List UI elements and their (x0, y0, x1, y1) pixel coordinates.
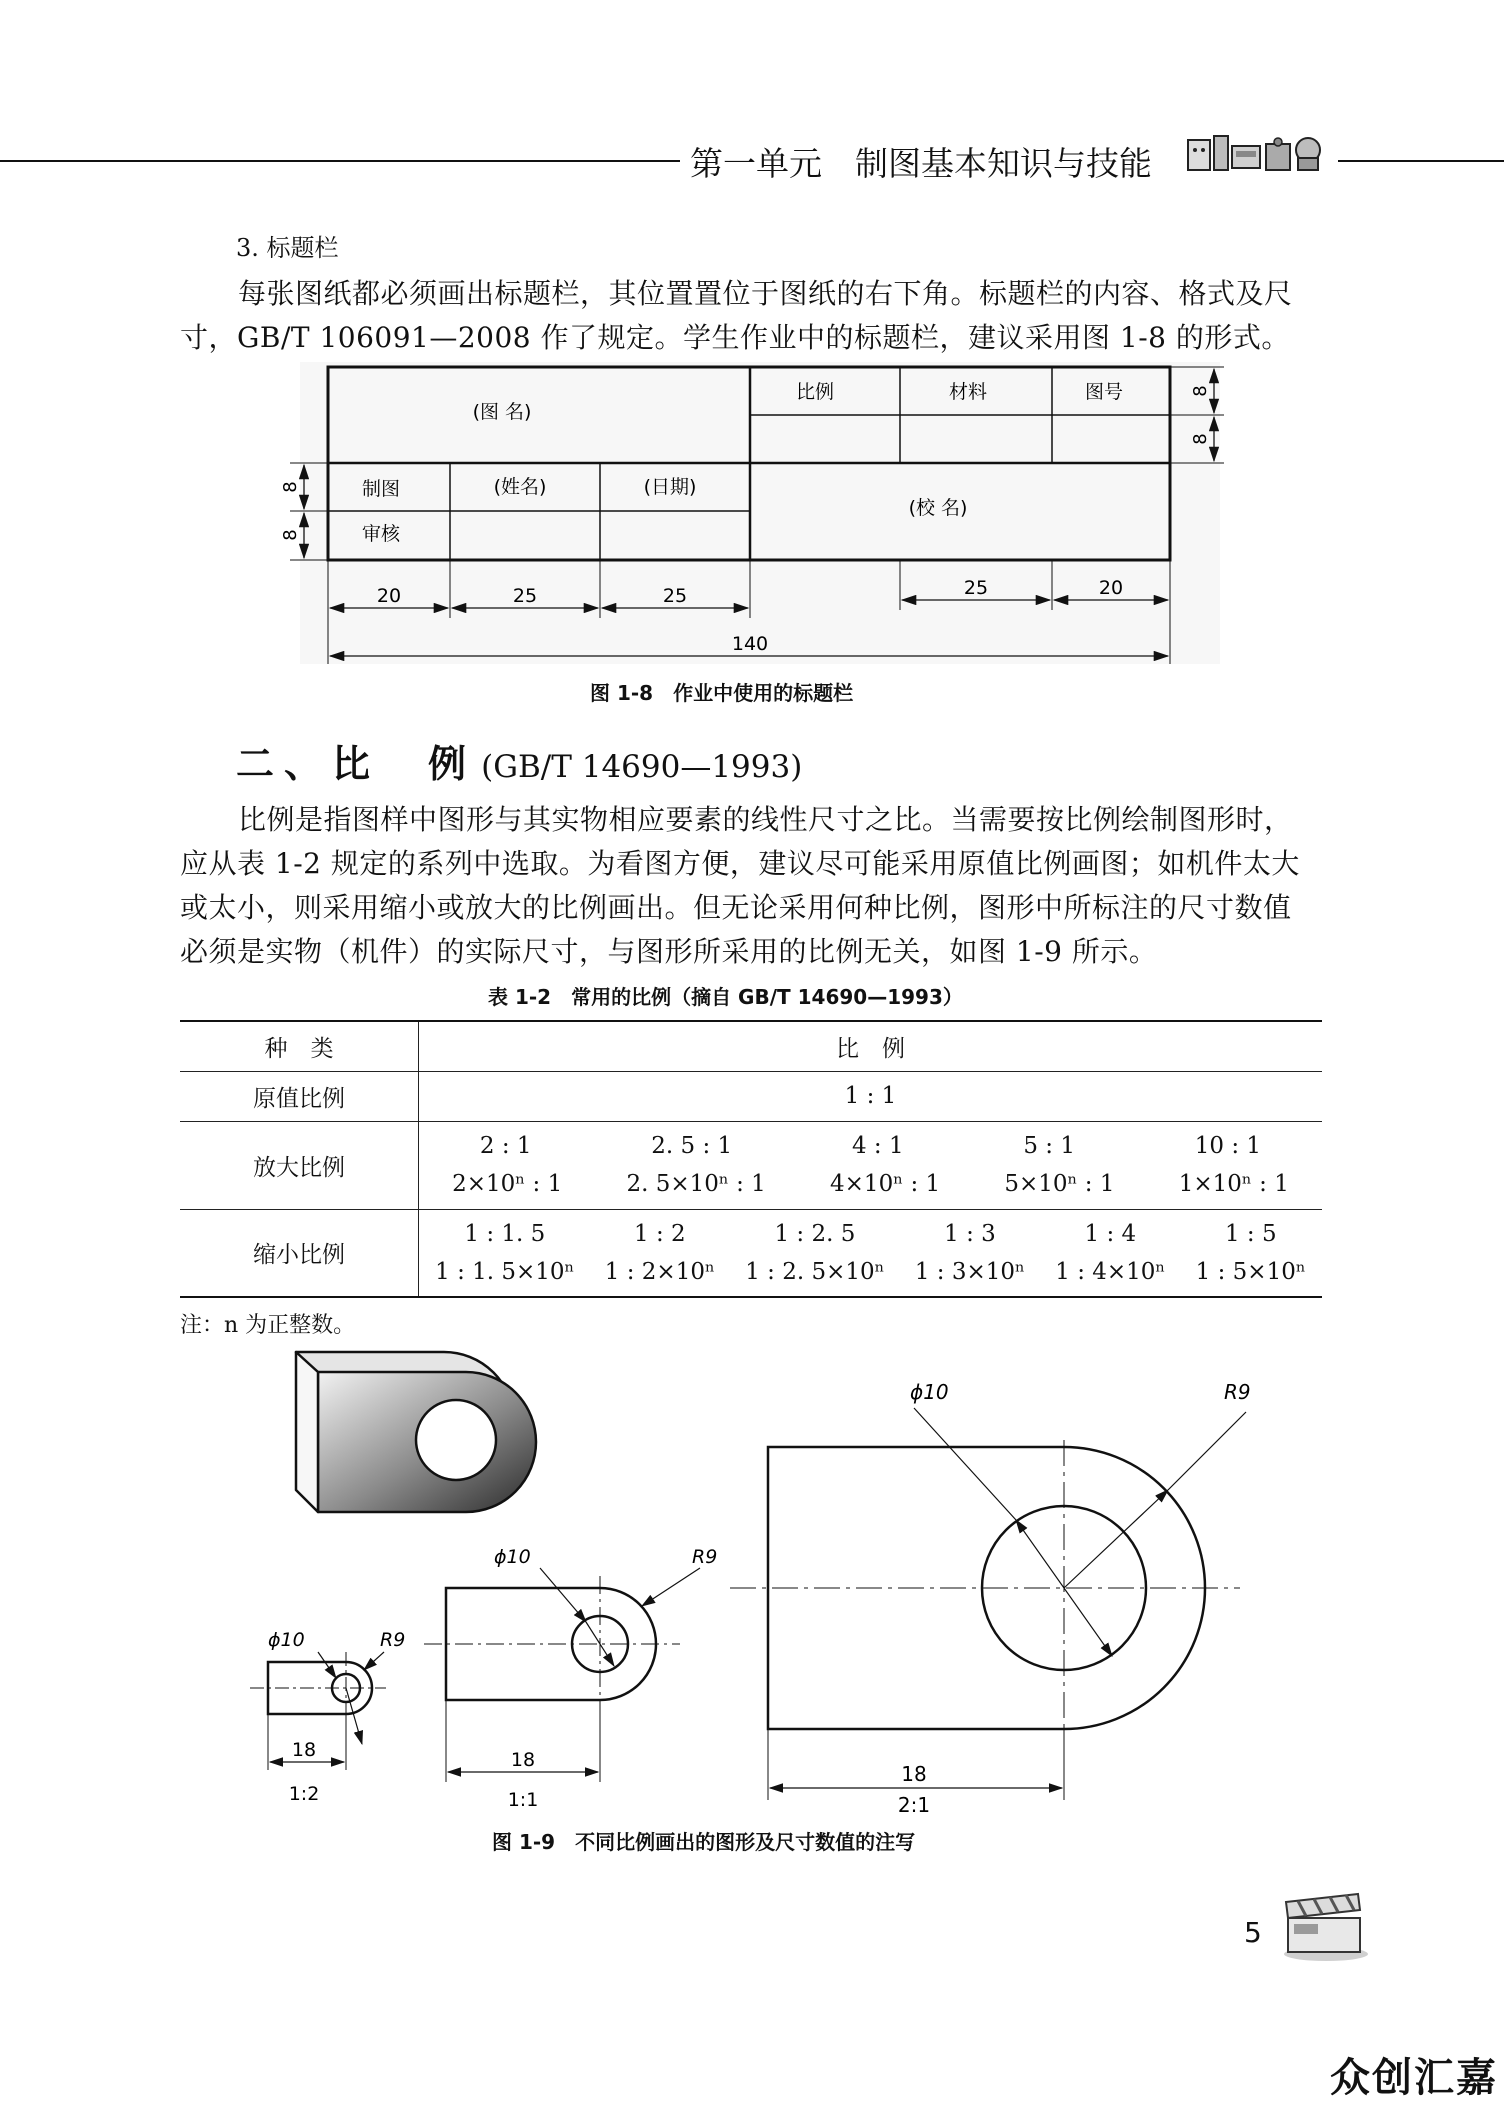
ratio-value: 4×10ⁿ : 1 (830, 1171, 941, 1197)
clapperboard-icon (1280, 1892, 1370, 1962)
reduce-values-row1 (420, 1221, 1321, 1247)
table-row (180, 1071, 1322, 1121)
view-double-scale (730, 1408, 1246, 1800)
ratio-value: 1 : 4 (1084, 1220, 1137, 1247)
label-length: 18 (901, 1762, 927, 1786)
ratio-value: 5×10ⁿ : 1 (1004, 1171, 1115, 1197)
dim-25: 25 (662, 585, 688, 607)
ratio-value: 2. 5×10ⁿ : 1 (626, 1171, 766, 1197)
paragraph-line: 比例是指图样中图形与其实物相应要素的线性尺寸之比。当需要按比例绘制图形时， (238, 803, 1293, 836)
cell-name: (姓名) (493, 476, 547, 498)
cell-scale: 比例 (795, 381, 835, 403)
ratio-value: 1 : 4×10ⁿ (1055, 1258, 1166, 1285)
table-row (180, 1209, 1322, 1297)
header-ratio: 比 例 (419, 1021, 1323, 1071)
ratio-value: 2. 5 : 1 (651, 1133, 733, 1159)
chapter-title: 第一单元 制图基本知识与技能 (690, 144, 1152, 183)
enlarge-values-row2 (420, 1171, 1321, 1197)
paragraph-line: 或太小，则采用缩小或放大的比例画出。但无论采用何种比例，图形中所标注的尺寸数值 (180, 891, 1292, 924)
label-phi: ϕ10 (494, 1546, 531, 1568)
cell-date: (日期) (643, 476, 697, 498)
cell-school: (校 名) (908, 497, 968, 519)
ratio-value: 1 : 5 (1224, 1220, 1277, 1247)
table-caption: 表 1-2 常用的比例（摘自 GB/T 14690—1993） (488, 985, 963, 1009)
table-note: 注：n 为正整数。 (180, 1313, 356, 1338)
row-label-original: 原值比例 (180, 1071, 419, 1121)
paragraph-line: 寸，GB/T 106091—2008 作了规定。学生作业中的标题栏，建议采用图 1-8 的形式。 (180, 321, 1290, 354)
dim-8: 8 (280, 529, 301, 541)
dim-20: 20 (1098, 577, 1124, 599)
ratio-value: 1 : 2×10ⁿ (604, 1258, 715, 1285)
ratio-value: 4 : 1 (851, 1133, 904, 1159)
ratio-value: 1 : 2 (634, 1220, 686, 1247)
label-radius: R9 (692, 1546, 718, 1568)
ratio-value: 1 : 3×10ⁿ (914, 1258, 1025, 1285)
cell-drafted: 制图 (361, 478, 401, 500)
title-block-figure (0, 0, 1504, 700)
row-label-reduce: 缩小比例 (180, 1209, 419, 1297)
ratio-value: 2×10ⁿ : 1 (452, 1171, 563, 1197)
scale-figure (0, 1340, 1504, 1830)
table-header-row (180, 1021, 1322, 1071)
ratio-value: 1 : 1. 5×10ⁿ (435, 1258, 575, 1285)
ratio-value: 1 : 3 (944, 1220, 996, 1247)
ratio-value: 1×10ⁿ : 1 (1178, 1171, 1289, 1197)
label-radius: R9 (380, 1629, 406, 1651)
section-heading-standard: (GB/T 14690—1993) (481, 749, 803, 785)
cell-review: 审核 (361, 523, 401, 545)
view-half-scale (250, 1652, 386, 1770)
dim-8: 8 (1190, 433, 1211, 445)
scale-label: 1:1 (507, 1789, 539, 1811)
dim-140: 140 (731, 633, 769, 655)
reduce-values-row2 (420, 1259, 1321, 1285)
paragraph-line: 必须是实物（机件）的实际尺寸，与图形所采用的比例无关，如图 1-9 所示。 (180, 935, 1158, 968)
cell-drawing-name: (图 名) (472, 401, 532, 423)
label-radius: R9 (1224, 1380, 1251, 1404)
view-full-scale (424, 1568, 700, 1782)
dim-8: 8 (280, 481, 301, 493)
section-heading-text: 二、比 例 (236, 742, 477, 786)
ratio-value: 1 : 2. 5 (774, 1220, 856, 1247)
cell-drawing-no: 图号 (1084, 381, 1124, 403)
section-heading-scale (236, 733, 802, 788)
ratio-value: 10 : 1 (1194, 1133, 1262, 1159)
original-value: 1 : 1 (419, 1071, 1323, 1121)
label-length: 18 (510, 1749, 536, 1771)
dim-25: 25 (963, 577, 989, 599)
scale-label: 1:2 (288, 1783, 320, 1805)
dim-20: 20 (376, 585, 402, 607)
ratio-value: 5 : 1 (1023, 1133, 1075, 1159)
ratio-value: 1 : 5×10ⁿ (1195, 1258, 1306, 1285)
label-length: 18 (291, 1739, 317, 1761)
dim-8: 8 (1190, 385, 1211, 397)
label-phi: ϕ10 (910, 1380, 949, 1404)
ratio-table (180, 1020, 1322, 1298)
paragraph-line: 每张图纸都必须画出标题栏，其位置置位于图纸的右下角。标题栏的内容、格式及尺 (238, 277, 1293, 310)
header-type: 种 类 (180, 1021, 419, 1071)
isometric-part (296, 1352, 536, 1512)
row-label-enlarge: 放大比例 (180, 1121, 419, 1209)
figure-caption: 图 1-8 作业中使用的标题栏 (590, 681, 854, 705)
paragraph-line: 应从表 1-2 规定的系列中选取。为看图方便，建议尽可能采用原值比例画图；如机件太大 (180, 847, 1300, 880)
label-phi: ϕ10 (268, 1629, 305, 1651)
section-heading-title-block: 3. 标题栏 (236, 234, 339, 262)
ratio-value: 1 : 1. 5 (464, 1220, 546, 1247)
page-number: 5 (1244, 1916, 1262, 1949)
enlarge-values-row1 (420, 1133, 1321, 1159)
ratio-value: 2 : 1 (479, 1133, 532, 1159)
cell-material: 材料 (948, 381, 988, 403)
figure-caption: 图 1-9 不同比例画出的图形及尺寸数值的注写 (492, 1830, 916, 1854)
brand-watermark: 众创汇嘉 (1330, 2055, 1498, 2101)
scale-label: 2:1 (897, 1793, 931, 1817)
dim-25: 25 (512, 585, 538, 607)
table-row (180, 1121, 1322, 1209)
ratio-value: 1 : 2. 5×10ⁿ (745, 1258, 885, 1285)
